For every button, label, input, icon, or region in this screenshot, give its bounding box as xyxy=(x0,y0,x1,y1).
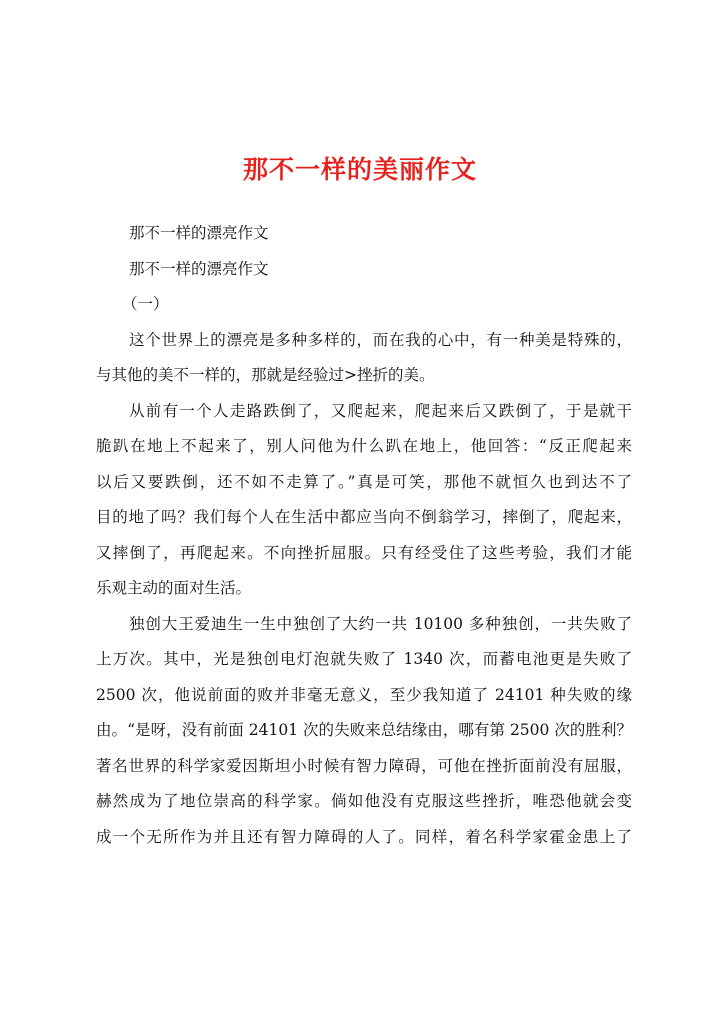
text-line: 著名世界的科学家爱因斯坦小时候有智力障碍，可他在挫折面前没有屈服， xyxy=(96,756,632,775)
text-line: 那不一样的漂亮作文 xyxy=(129,224,269,242)
text-line: 那不一样的漂亮作文 xyxy=(129,259,269,278)
text-line: 成一个无所作为并且还有智力障碍的人了。同样，着名科学家霍金患上了 xyxy=(96,827,632,846)
document-title: 那不一样的美丽作文 xyxy=(242,155,477,184)
document-body xyxy=(96,216,632,855)
text-line: 2500 次，他说前面的败并非毫无意义，至少我知道了 24101 种失败的缘 xyxy=(96,685,632,704)
text-line: 以后又要跌倒，还不如不走算了。”真是可笑，那他不就恒久也到达不了 xyxy=(96,472,632,491)
text-line: （一） xyxy=(122,295,169,313)
text-line: 乐观主动的面对生活。 xyxy=(96,579,252,597)
text-line: 由。“是呀，没有前面 24101 次的失败来总结缘由，哪有第 2500 次的胜利？ xyxy=(96,721,632,739)
text-line: 从前有一个人走路跌倒了，又爬起来，爬起来后又跌倒了，于是就干 xyxy=(129,401,632,420)
text-line: 独创大王爱迪生一生中独创了大约一共 10100 多种独创，一共失败了 xyxy=(129,614,632,633)
text-line: 上万次。其中，光是独创电灯泡就失败了 1340 次，而蓄电池更是失败了 xyxy=(96,650,632,668)
text-line: 这个世界上的漂亮是多种多样的，而在我的心中，有一种美是特殊的， xyxy=(129,330,632,349)
text-line: 赫然成为了地位崇高的科学家。倘如他没有克服这些挫折，唯恐他就会变 xyxy=(96,792,632,810)
text-line: 脆趴在地上不起来了，别人问他为什么趴在地上，他回答：“反正爬起来 xyxy=(96,437,632,455)
text-line: 又摔倒了，再爬起来。不向挫折屈服。只有经受住了这些考验，我们才能 xyxy=(96,543,632,562)
text-line: 目的地了吗？我们每个人在生活中都应当向不倒翁学习，摔倒了，爬起来， xyxy=(96,508,632,526)
text-line: 与其他的美不一样的，那就是经验过>挫折的美。 xyxy=(96,366,435,384)
